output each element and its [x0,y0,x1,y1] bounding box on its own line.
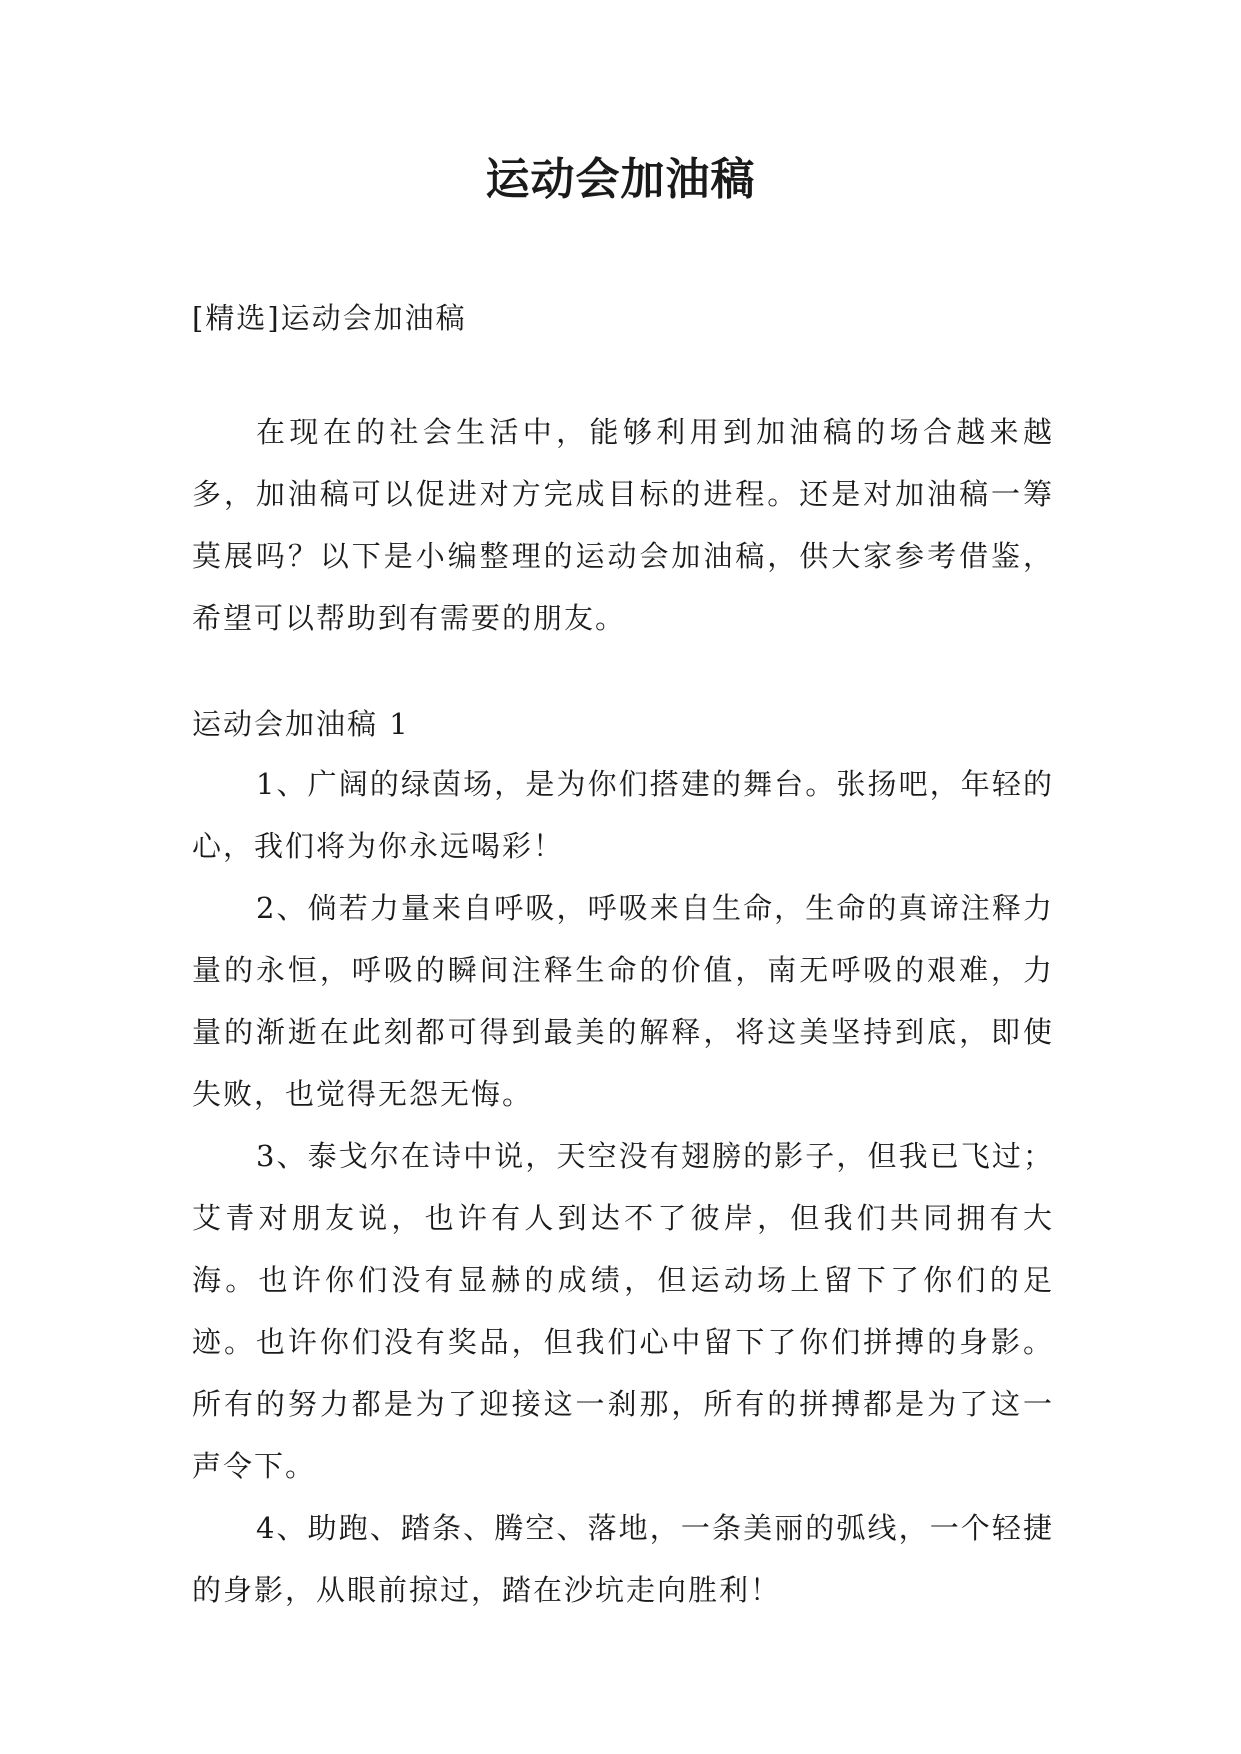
section-heading: 运动会加油稿 1 [192,707,410,741]
intro-section [192,401,1054,649]
item-paragraph-2: 2、倘若力量来自呼吸，呼吸来自生命，生命的真谛注释力量的永恒，呼吸的瞬间注释生命的价值，南无呼吸的艰难，力量的渐逝在此刻都可得到最美的解释，将这美坚持到底，即使失败，也觉得无怨无悔。 [192,891,1054,1111]
document-subtitle: [精选]运动会加油稿 [192,301,467,335]
document-title: 运动会加油稿 [485,154,756,205]
items-section [192,753,1054,1621]
item-paragraph-3: 3、泰戈尔在诗中说，天空没有翅膀的影子，但我已飞过；艾青对朋友说，也许有人到达不了彼岸，但我们共同拥有大海。也许你们没有显赫的成绩，但运动场上留下了你们的足迹。也许你们没有奖品，但我们心中留下了你们拼搏的身影。所有的努力都是为了迎接这一刹那，所有的拼搏都是为了这一声令下。 [192,1139,1054,1483]
item-paragraph-4: 4、助跑、踏条、腾空、落地，一条美丽的弧线，一个轻捷的身影，从眼前掠过，踏在沙坑走向胜利！ [192,1511,1054,1607]
item-paragraph-1: 1、广阔的绿茵场，是为你们搭建的舞台。张扬吧，年轻的心，我们将为你永远喝彩！ [192,767,1054,863]
intro-paragraph: 在现在的社会生活中，能够利用到加油稿的场合越来越多，加油稿可以促进对方完成目标的进程。还是对加油稿一筹莫展吗？以下是小编整理的运动会加油稿，供大家参考借鉴，希望可以帮助到有需要的朋友。 [192,415,1054,635]
